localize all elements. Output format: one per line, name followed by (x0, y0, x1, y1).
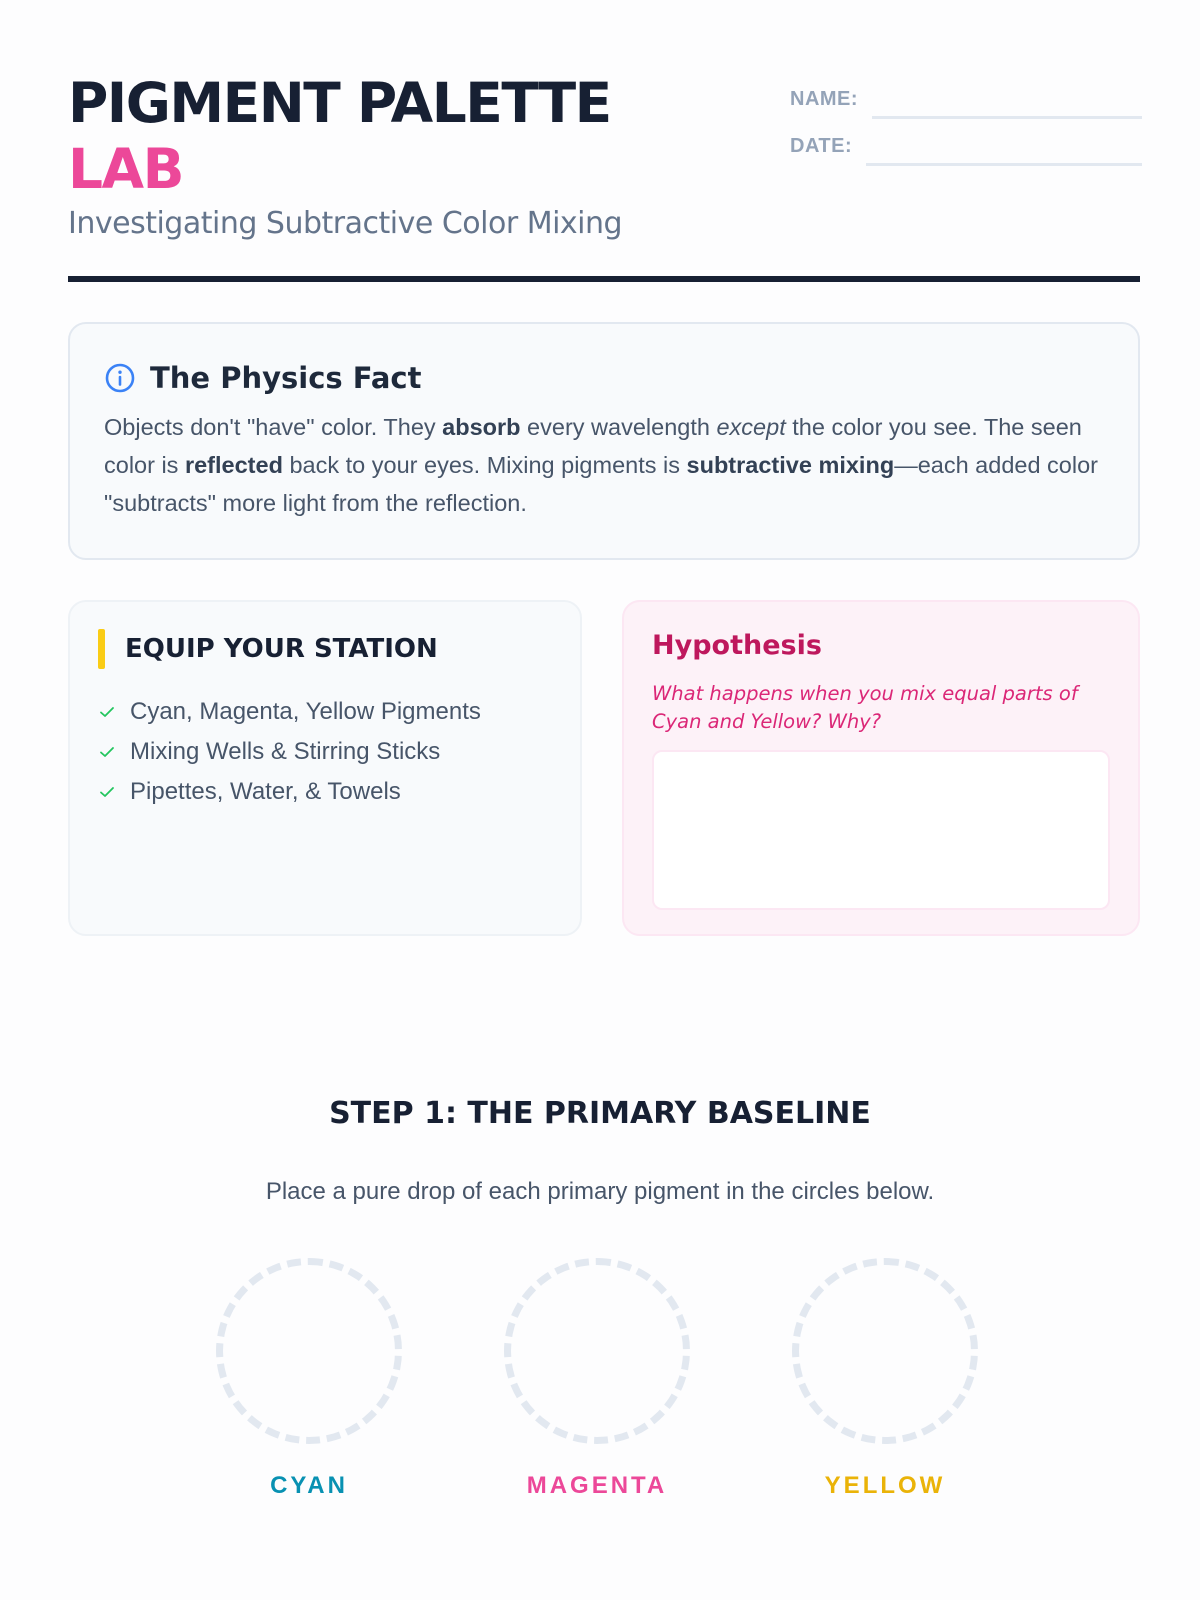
equipment-header (98, 628, 552, 670)
fact-text: every wavelength (520, 414, 717, 440)
well-label-cyan: CYAN (270, 1472, 348, 1499)
well-label-magenta: MAGENTA (526, 1472, 668, 1499)
physics-fact-title: The Physics Fact (150, 361, 422, 395)
fact-term-absorb: absorb (442, 414, 521, 440)
worksheet-header (68, 70, 1140, 282)
equipment-item (98, 692, 552, 732)
step1-description: Place a pure drop of each primary pigment in the circles below. (265, 1178, 935, 1205)
fact-term-reflected: reflected (184, 452, 283, 478)
equipment-title: EQUIP YOUR STATION (125, 634, 438, 664)
title-line-2: LAB (68, 137, 184, 201)
drop-circle-yellow[interactable] (792, 1258, 978, 1444)
hypothesis-title: Hypothesis (652, 630, 822, 661)
student-info (790, 70, 1142, 164)
equipment-list (98, 692, 552, 812)
physics-fact-header (104, 360, 1104, 396)
equipment-item-label: Pipettes, Water, & Towels (130, 778, 401, 805)
hypothesis-prompt: What happens when you mix equal parts of Cyan and Yellow? Why? (652, 682, 1078, 733)
well-magenta (497, 1258, 697, 1500)
fact-term-subtractive-mixing: subtractive mixing (686, 452, 895, 478)
primary-wells (0, 1258, 1200, 1518)
equipment-item-label: Mixing Wells & Stirring Sticks (130, 738, 441, 765)
accent-bar (98, 629, 105, 669)
fact-text: —each added color "subtracts" more light from the reflection. (104, 452, 1098, 516)
info-icon (104, 362, 136, 394)
date-row (790, 117, 1142, 164)
hypothesis-card (622, 600, 1140, 936)
drop-circle-cyan[interactable] (216, 1258, 402, 1444)
subtitle: Investigating Subtractive Color Mixing (68, 206, 623, 241)
check-icon (98, 703, 116, 721)
check-icon (98, 743, 116, 761)
date-label: DATE: (790, 135, 853, 157)
equipment-item-label: Cyan, Magenta, Yellow Pigments (130, 698, 481, 725)
equipment-item (98, 732, 552, 772)
check-icon (98, 783, 116, 801)
title-line-1: PIGMENT PALETTE (68, 71, 611, 135)
date-field[interactable] (866, 139, 1142, 166)
name-label: NAME: (790, 88, 859, 110)
physics-fact-body (104, 408, 1104, 522)
hypothesis-answer-box[interactable] (652, 750, 1110, 910)
fact-text: back to your eyes. Mixing pigments is (282, 452, 687, 478)
name-row (790, 70, 1142, 117)
step1-title: STEP 1: THE PRIMARY BASELINE (329, 1096, 871, 1131)
physics-fact-card (68, 322, 1140, 560)
well-cyan (209, 1258, 409, 1500)
fact-term-except: except (716, 414, 786, 440)
well-yellow (785, 1258, 985, 1500)
name-field[interactable] (872, 92, 1142, 119)
drop-circle-magenta[interactable] (504, 1258, 690, 1444)
fact-text: Objects don't "have" color. They (104, 414, 443, 440)
well-label-yellow: YELLOW (824, 1472, 946, 1499)
fact-text: the color you see. The seen color is (104, 414, 1082, 478)
equipment-card (68, 600, 582, 936)
equipment-item (98, 772, 552, 812)
